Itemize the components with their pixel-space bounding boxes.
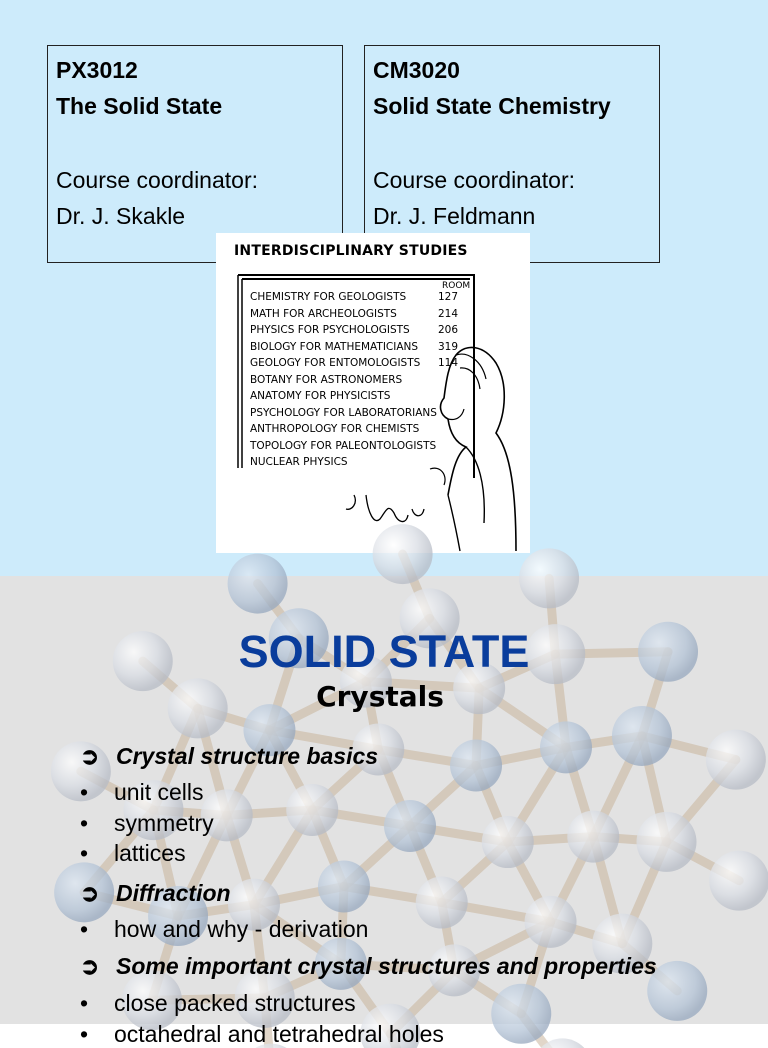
cartoon-course-row: MATH FOR ARCHEOLOGISTS: [250, 307, 397, 320]
bullet-text: lattices: [114, 840, 186, 866]
bullet-text: unit cells: [114, 779, 204, 805]
cartoon-room-number: 206: [438, 324, 459, 336]
cartoon-course-row: ANTHROPOLOGY FOR CHEMISTS: [250, 423, 420, 435]
cartoon-course-row: CHEMISTRY FOR GEOLOGISTS: [250, 291, 407, 303]
arrow-bullet-icon: ➲: [80, 880, 100, 906]
bullet-dot-icon: •: [80, 779, 89, 805]
cartoon-course-row: PHYSICS FOR PSYCHOLOGISTS: [250, 324, 410, 336]
coordinator-name: Dr. J. Feldmann: [373, 203, 536, 229]
arrow-bullet-icon: ➲: [80, 953, 100, 979]
section-header-text: Diffraction: [116, 880, 231, 906]
room-header: ROOM: [442, 281, 471, 291]
cartoon-course-row: GEOLOGY FOR ENTOMOLOGISTS: [250, 357, 421, 369]
cartoon-room-number: 114: [438, 357, 459, 369]
cartoon-course-row: ANATOMY FOR PHYSICISTS: [250, 390, 391, 402]
cartoon-room-number: 319: [438, 340, 459, 353]
section-header: [80, 880, 231, 907]
bullet-dot-icon: •: [80, 1021, 89, 1047]
arrow-bullet-icon: ➲: [80, 743, 100, 769]
bullet-text: close packed structures: [114, 990, 356, 1016]
bullet-text: symmetry: [114, 810, 214, 836]
bullet-dot-icon: •: [80, 916, 89, 942]
bullet-item: [80, 810, 214, 837]
cartoon-course-row: BIOLOGY FOR MATHEMATICIANS: [250, 340, 419, 353]
section-header: [80, 743, 378, 770]
course-title: The Solid State: [56, 93, 223, 119]
cartoon-room-number: 214: [438, 307, 459, 320]
bullet-item: [80, 990, 356, 1017]
slide-title: SOLID STATE: [238, 626, 530, 677]
cartoon-course-row: NUCLEAR PHYSICS: [250, 456, 348, 468]
cartoon-course-row: PSYCHOLOGY FOR LABORATORIANS: [250, 406, 437, 419]
slide-subtitle: Crystals: [316, 680, 444, 713]
cartoon-course-row: TOPOLOGY FOR PALEONTOLOGISTS: [250, 439, 437, 452]
course-title: Solid State Chemistry: [373, 93, 611, 119]
course-code: CM3020: [373, 57, 460, 83]
bullet-dot-icon: •: [80, 990, 89, 1016]
course-code: PX3012: [56, 57, 138, 83]
bullet-text: how and why - derivation: [114, 916, 369, 942]
cartoon-room-number: 127: [438, 291, 459, 303]
bullet-dot-icon: •: [80, 840, 89, 866]
bullet-item: [80, 1021, 444, 1048]
cartoon-title: INTERDISCIPLINARY STUDIES: [234, 243, 468, 259]
interdisciplinary-cartoon: [216, 233, 530, 553]
course-box-px3012: [47, 45, 343, 263]
coordinator-label: Course coordinator:: [373, 167, 575, 193]
bullet-text: octahedral and tetrahedral holes: [114, 1021, 444, 1047]
bullet-item: [80, 779, 203, 806]
bullet-dot-icon: •: [80, 810, 89, 836]
course-box-cm3020: [364, 45, 660, 263]
cartoon-course-row: BOTANY FOR ASTRONOMERS: [250, 373, 403, 386]
coordinator-label: Course coordinator:: [56, 167, 258, 193]
coordinator-name: Dr. J. Skakle: [56, 203, 186, 229]
section-header-text: Crystal structure basics: [116, 743, 379, 769]
bullet-item: [80, 916, 368, 943]
bullet-item: [80, 840, 186, 867]
slide-bottom: [0, 576, 768, 1047]
section-header: [80, 953, 657, 980]
section-header-text: Some important crystal structures and properties: [116, 953, 657, 979]
